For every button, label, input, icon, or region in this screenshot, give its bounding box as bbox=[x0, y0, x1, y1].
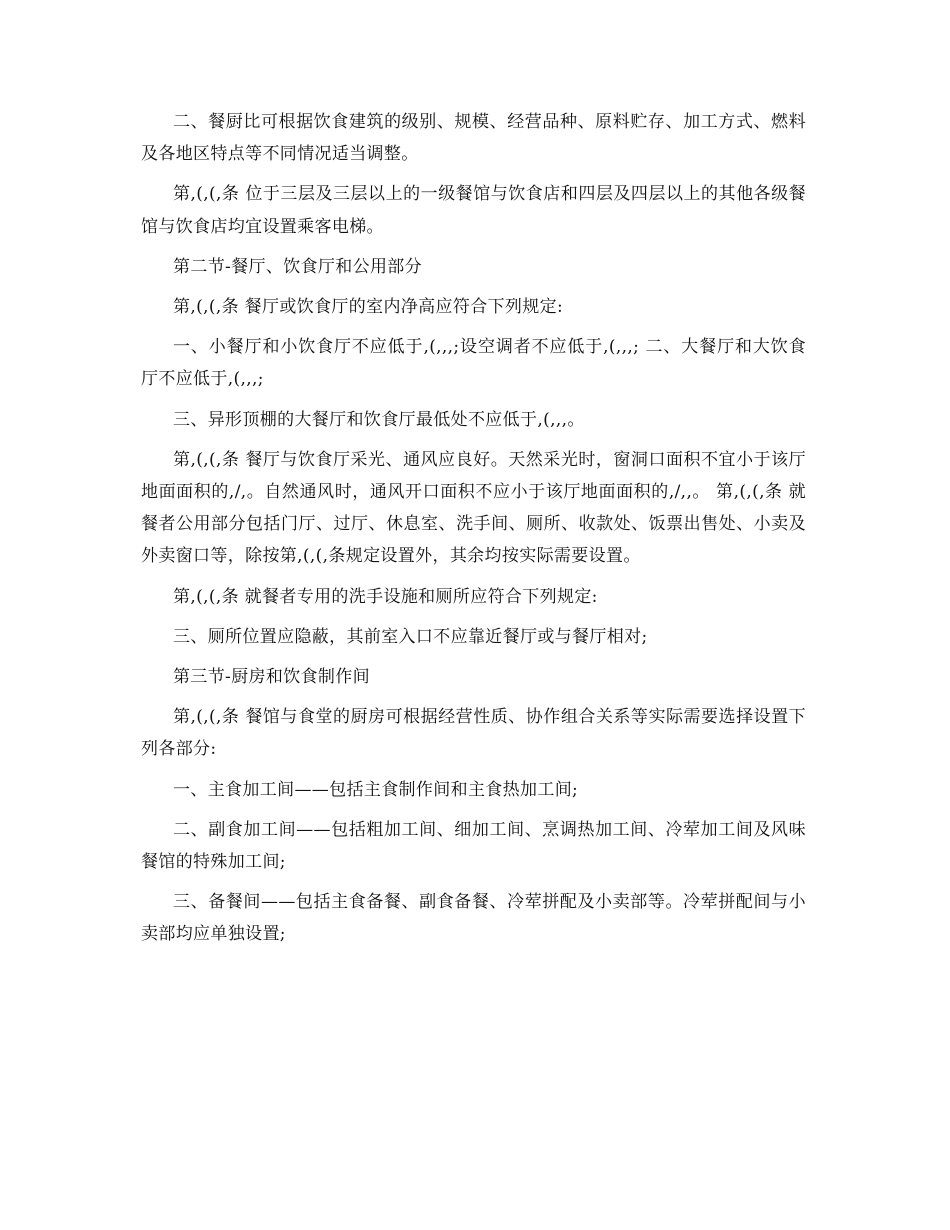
paragraph-1: 二、餐厨比可根据饮食建筑的级别、规模、经营品种、原料贮存、加工方式、燃料及各地区特点等不同情况适当调整。 bbox=[141, 112, 806, 165]
paragraph-11: 二、副食加工间——包括粗加工间、细加工间、烹调热加工间、冷荤加工间及风味餐馆的特殊加工间; bbox=[141, 819, 806, 873]
paragraph-9: 第,(,(,条 餐馆与食堂的厨房可根据经营性质、协作组合关系等实际需要选择设置下列各部分: bbox=[141, 707, 806, 760]
document-body bbox=[141, 106, 806, 959]
paragraph-3: 第,(,(,条 餐厅或饮食厅的室内净高应符合下列规定: bbox=[173, 297, 564, 318]
paragraph-6: 第,(,(,条 餐厅与饮食厅采光、通风应良好。天然采光时，窗洞口面积不宜小于该厅地面面积的,/,。自然通风时，通风开口面积不应小于该厅地面面积的,/,,。 第,(,(,条 就餐者公用部分包括门厅、过厅、休息室、洗手间、厕所、收款处、饭票出售处、小卖及外卖窗口等，除按第,(,(,条规定设置外，其余均按实际需要设置。 bbox=[141, 449, 806, 567]
section-heading-2: 第二节-餐厅、饮食厅和公用部分 bbox=[173, 256, 422, 277]
paragraph-10: 一、主食加工间——包括主食制作间和主食热加工间; bbox=[173, 779, 579, 800]
paragraph-2: 第,(,(,条 位于三层及三层以上的一级餐馆与饮食店和四层及四层以上的其他各级餐馆与饮食店均宜设置乘客电梯。 bbox=[141, 184, 806, 237]
paragraph-5: 三、异形顶棚的大餐厅和饮食厅最低处不应低于,(,,,。 bbox=[173, 409, 585, 430]
section-heading-3: 第三节-厨房和饮食制作间 bbox=[173, 667, 370, 688]
paragraph-12: 三、备餐间——包括主食备餐、副食备餐、冷荤拼配及小卖部等。冷荤拼配间与小卖部均应单独设置; bbox=[141, 892, 806, 945]
paragraph-7: 第,(,(,条 就餐者专用的洗手设施和厕所应符合下列规定: bbox=[173, 586, 598, 607]
paragraph-4: 一、小餐厅和小饮食厅不应低于,(,,,;设空调者不应低于,(,,,; 二、大餐厅和大饮食厅不应低于,(,,,; bbox=[141, 337, 806, 390]
paragraph-8: 三、厕所位置应隐蔽，其前室入口不应靠近餐厅或与餐厅相对; bbox=[173, 626, 648, 647]
